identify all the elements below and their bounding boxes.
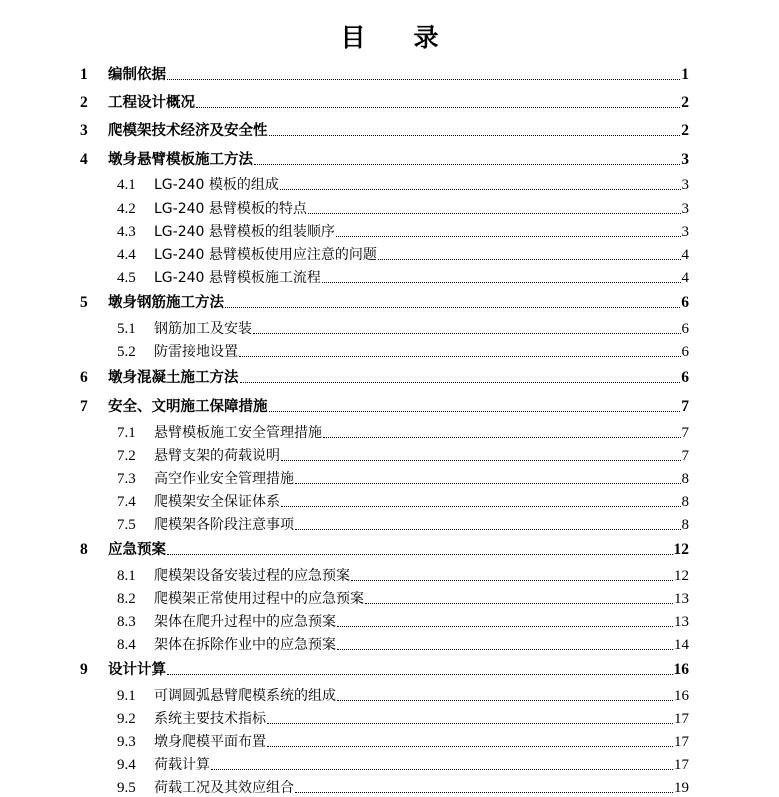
toc-entry-page: 16 <box>674 688 689 704</box>
toc-entry-number: 9.4 <box>117 757 136 773</box>
toc-entry[interactable] <box>80 394 689 416</box>
toc-entry-label: 爬模架各阶段注意事项 <box>154 517 294 533</box>
toc-entry-page: 3 <box>681 177 689 193</box>
toc-entry[interactable] <box>117 466 689 488</box>
dot-leader <box>336 236 681 237</box>
dot-leader <box>295 529 681 530</box>
dot-leader <box>308 213 681 214</box>
toc-entry[interactable] <box>80 537 689 559</box>
toc-entry-label: 墩身爬模平面布置 <box>154 734 266 750</box>
toc-entry[interactable] <box>117 586 689 608</box>
toc-entry-label: 爬模架技术经济及安全性 <box>108 123 268 139</box>
toc-entry-number: 5.2 <box>117 344 136 360</box>
toc-entry-number: 2 <box>80 94 88 111</box>
toc-entry-page: 17 <box>674 734 689 750</box>
toc-entry-number: 7.4 <box>117 494 136 510</box>
dot-leader <box>267 723 673 724</box>
dot-leader <box>240 382 681 383</box>
toc-entry[interactable] <box>117 563 689 585</box>
toc-entry-page: 3 <box>681 224 689 240</box>
toc-entry-number: 1 <box>80 66 88 83</box>
toc-entry[interactable] <box>80 657 689 679</box>
toc-entry-label: 悬臂模板施工安全管理措施 <box>154 425 322 441</box>
toc-entry-number: 5.1 <box>117 321 136 337</box>
toc-entry[interactable] <box>80 147 689 169</box>
dot-leader <box>167 554 673 555</box>
toc-entry[interactable] <box>117 196 689 218</box>
dot-leader <box>281 460 681 461</box>
dot-leader <box>225 307 680 308</box>
toc-entry-number: 8.4 <box>117 637 136 653</box>
toc-entry-label: 爬模架安全保证体系 <box>154 494 280 510</box>
dot-leader <box>167 79 680 80</box>
toc-entry-number: 5 <box>80 294 88 311</box>
toc-entry[interactable] <box>80 118 689 140</box>
toc-entry[interactable] <box>117 609 689 631</box>
toc-entry-page: 7 <box>681 448 689 464</box>
dot-leader <box>253 333 681 334</box>
toc-entry-page: 6 <box>681 369 689 386</box>
toc-title-char-2: 录 <box>413 23 439 52</box>
toc-entry-page: 8 <box>681 517 689 533</box>
toc-entry-number: 4.5 <box>117 270 136 286</box>
toc-entry[interactable] <box>117 683 689 705</box>
toc-entry-page: 3 <box>681 201 689 217</box>
toc-entry-page: 7 <box>681 425 689 441</box>
toc-entry[interactable] <box>117 632 689 654</box>
dot-leader <box>351 580 673 581</box>
toc-entry-number: 7.5 <box>117 517 136 533</box>
toc-entry[interactable] <box>117 706 689 728</box>
toc-entry[interactable] <box>117 729 689 751</box>
toc-entry-page: 13 <box>674 614 689 630</box>
toc-entry-label: 设计计算 <box>108 662 166 678</box>
toc-entry-page: 2 <box>681 94 689 111</box>
toc-entry-page: 3 <box>681 151 689 168</box>
dot-leader <box>280 189 681 190</box>
toc-entry-page: 12 <box>674 568 689 584</box>
dot-leader <box>337 649 673 650</box>
toc-entry-page: 12 <box>673 541 689 558</box>
toc-entry-label: 钢筋加工及安装 <box>154 321 252 337</box>
toc-entry-page: 16 <box>673 661 689 678</box>
dot-leader <box>295 792 673 793</box>
toc-entry-label: 系统主要技术指标 <box>154 711 266 727</box>
toc-entry-number: 9.3 <box>117 734 136 750</box>
dot-leader <box>322 282 681 283</box>
toc-entry[interactable] <box>117 316 689 338</box>
toc-entry-number: 8.2 <box>117 591 136 607</box>
toc-entry-page: 14 <box>674 637 689 653</box>
toc-entry-number: 8 <box>80 541 88 558</box>
dot-leader <box>269 411 681 412</box>
toc-entry-label: 墩身钢筋施工方法 <box>108 295 224 311</box>
toc-entry-number: 6 <box>80 369 88 386</box>
toc-entry[interactable] <box>117 242 689 264</box>
toc-entry-label: 工程设计概况 <box>108 95 195 111</box>
dot-leader <box>365 603 673 604</box>
toc-entry-label: 悬臂支架的荷载说明 <box>154 448 280 464</box>
dot-leader <box>281 506 681 507</box>
dot-leader <box>211 769 673 770</box>
toc-entry-page: 17 <box>674 711 689 727</box>
toc-entry-page: 4 <box>681 270 689 286</box>
toc-title-char-1: 目 <box>340 23 366 52</box>
toc-entry[interactable] <box>117 489 689 511</box>
toc-entry[interactable] <box>80 290 689 312</box>
toc-entry-label: 墩身混凝土施工方法 <box>108 370 239 386</box>
toc-entry-label: LG-240 悬臂模板的组装顺序 <box>154 224 335 240</box>
toc-entry-number: 4 <box>80 151 88 168</box>
toc-entry-page: 13 <box>674 591 689 607</box>
toc-entry-page: 8 <box>681 494 689 510</box>
toc-entry-label: 安全、文明施工保障措施 <box>108 399 268 415</box>
toc-entry-number: 8.1 <box>117 568 136 584</box>
toc-entry-label: 防雷接地设置 <box>154 344 238 360</box>
dot-leader <box>337 626 673 627</box>
toc-entry[interactable] <box>117 265 689 287</box>
toc-entry[interactable] <box>117 512 689 534</box>
toc-entry[interactable] <box>80 365 689 387</box>
toc-entry-number: 4.1 <box>117 177 136 193</box>
dot-leader <box>196 107 680 108</box>
toc-entry-label: 爬模架正常使用过程中的应急预案 <box>154 591 364 607</box>
toc-entry-number: 7.1 <box>117 425 136 441</box>
toc-entry-number: 7.3 <box>117 471 136 487</box>
toc-entry-label: 墩身悬臂模板施工方法 <box>108 152 253 168</box>
toc-entry-label: 爬模架设备安装过程的应急预案 <box>154 568 350 584</box>
toc-entry[interactable] <box>117 172 689 194</box>
toc-entry-number: 4.4 <box>117 247 136 263</box>
dot-leader <box>337 700 673 701</box>
toc-entry-page: 4 <box>681 247 689 263</box>
toc-entry[interactable] <box>117 420 689 442</box>
toc-entry-page: 17 <box>674 757 689 773</box>
toc-entry[interactable] <box>117 339 689 361</box>
toc-entry-label: LG-240 悬臂模板使用应注意的问题 <box>154 247 377 263</box>
toc-entry-number: 7 <box>80 398 88 415</box>
toc-entry-page: 19 <box>674 780 689 796</box>
toc-entry-page: 8 <box>681 471 689 487</box>
dot-leader <box>378 259 681 260</box>
toc-entry-number: 4.3 <box>117 224 136 240</box>
toc-entry[interactable] <box>80 90 689 112</box>
toc-entry-number: 7.2 <box>117 448 136 464</box>
toc-title <box>0 18 779 54</box>
dot-leader <box>167 674 673 675</box>
toc-entry-label: 架体在拆除作业中的应急预案 <box>154 637 336 653</box>
dot-leader <box>267 746 673 747</box>
toc-entry-label: 编制依据 <box>108 67 166 83</box>
toc-entry-page: 7 <box>681 398 689 415</box>
toc-entry[interactable] <box>80 62 689 84</box>
toc-entry-label: 架体在爬升过程中的应急预案 <box>154 614 336 630</box>
toc-entry-page: 2 <box>681 122 689 139</box>
toc-entry[interactable] <box>117 219 689 241</box>
toc-entry-page: 1 <box>681 66 689 83</box>
dot-leader <box>239 356 681 357</box>
toc-entry-number: 9.2 <box>117 711 136 727</box>
dot-leader <box>269 135 681 136</box>
toc-entry-number: 8.3 <box>117 614 136 630</box>
toc-entry-number: 3 <box>80 122 88 139</box>
toc-entry-label: 荷载计算 <box>154 757 210 773</box>
toc-entry-number: 4.2 <box>117 201 136 217</box>
toc-entry-page: 6 <box>681 294 689 311</box>
dot-leader <box>323 437 681 438</box>
toc-entry[interactable] <box>117 752 689 774</box>
toc-entry-number: 9 <box>80 661 88 678</box>
toc-entry-number: 9.5 <box>117 780 136 796</box>
toc-entry-page: 6 <box>681 321 689 337</box>
dot-leader <box>254 164 680 165</box>
toc-entry[interactable] <box>117 443 689 465</box>
toc-entry-number: 9.1 <box>117 688 136 704</box>
toc-entry-page: 6 <box>681 344 689 360</box>
dot-leader <box>295 483 681 484</box>
toc-entry-label: LG-240 悬臂模板的特点 <box>154 201 307 217</box>
toc-entry[interactable] <box>117 775 689 797</box>
toc-entry-label: LG-240 悬臂模板施工流程 <box>154 270 321 286</box>
toc-entry-label: 高空作业安全管理措施 <box>154 471 294 487</box>
toc-entry-label: 应急预案 <box>108 542 166 558</box>
toc-entry-label: 可调圆弧悬臂爬模系统的组成 <box>154 688 336 704</box>
toc-entry-label: 荷载工况及其效应组合 <box>154 780 294 796</box>
toc-entry-label: LG-240 模板的组成 <box>154 177 279 193</box>
